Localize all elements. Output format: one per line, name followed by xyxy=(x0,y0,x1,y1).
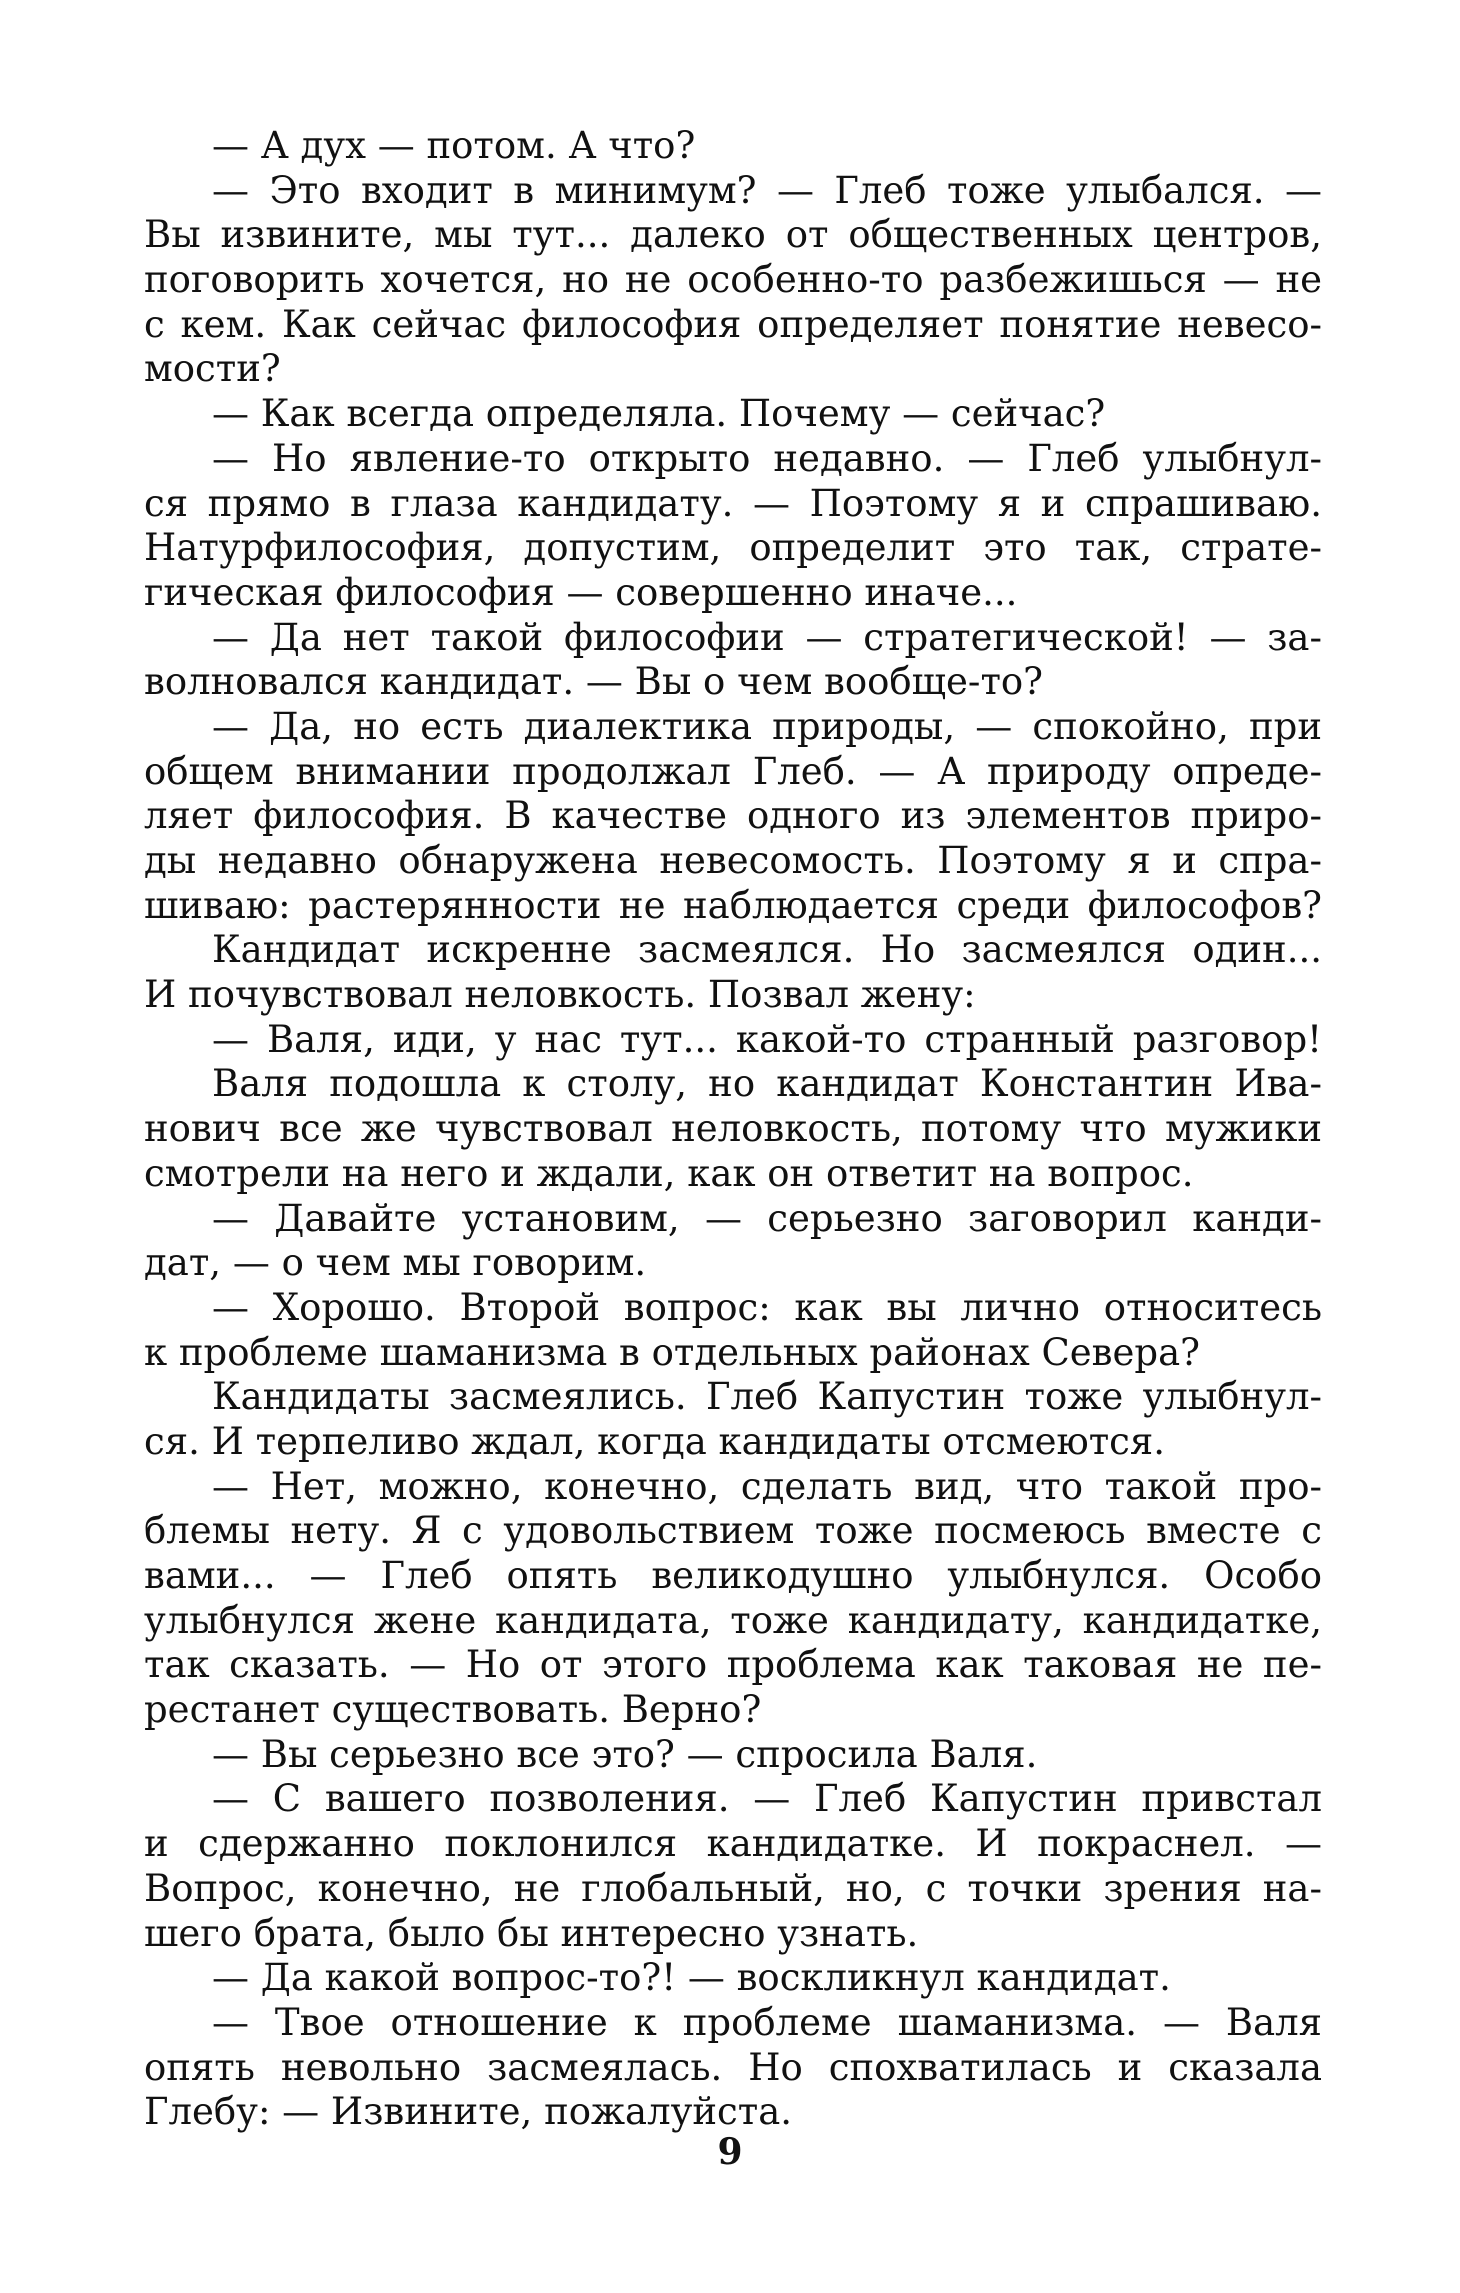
text-line: — Вы серьезно все это? — спросила Валя. xyxy=(212,1732,1038,1776)
text-line: Кандидат искренне засмеялся. Но засмеялся один... xyxy=(212,928,1322,972)
text-line: к проблеме шаманизма в отдельных районах Севера? xyxy=(144,1330,1200,1374)
text-line: — Да нет такой философии — стратегической! — за- xyxy=(212,615,1322,659)
text-line: — Да, но есть диалектика природы, — спокойно, при xyxy=(212,704,1322,748)
text-line: дат, — о чем мы говорим. xyxy=(144,1241,647,1285)
text-line: блемы нету. Я с удовольствием тоже посмеюсь вместе с xyxy=(144,1509,1322,1553)
text-line: так сказать. — Но от этого проблема как таковая не пе- xyxy=(144,1643,1322,1687)
text-line: рестанет существовать. Верно? xyxy=(144,1688,762,1732)
text-line: — Это входит в минимум? — Глеб тоже улыбался. — xyxy=(212,168,1322,212)
text-line: с кем. Как сейчас философия определяет понятие невесо- xyxy=(144,302,1322,346)
text-line: шиваю: растерянности не наблюдается среди философов? xyxy=(144,883,1322,927)
text-line: Натурфилософия, допустим, определит это так, страте- xyxy=(144,526,1322,570)
text-line: И почувствовал неловкость. Позвал жену: xyxy=(144,973,976,1017)
text-line: вами... — Глеб опять великодушно улыбнулся. Особо xyxy=(144,1554,1322,1597)
text-line: Вы извините, мы тут... далеко от общественных центров, xyxy=(144,213,1322,257)
text-line: нович все же чувствовал неловкость, потому что мужики xyxy=(144,1107,1322,1151)
text-line: Кандидаты засмеялись. Глеб Капустин тоже улыбнул- xyxy=(212,1375,1322,1419)
text-line: — Валя, иди, у нас тут... какой-то странный разговор! xyxy=(212,1017,1322,1061)
text-line: — С вашего позволения. — Глеб Капустин привстал xyxy=(212,1777,1322,1821)
text-line: — А дух — потом. А что? xyxy=(212,124,696,167)
text-line: общем внимании продолжал Глеб. — А природу опреде- xyxy=(144,749,1322,793)
text-line: волновался кандидат. — Вы о чем вообще-то? xyxy=(144,660,1044,704)
text-line: ляет философия. В качестве одного из элементов приро- xyxy=(144,794,1322,838)
text-line: — Твое отношение к проблеме шаманизма. — Валя xyxy=(212,2000,1322,2044)
page-number: 9 xyxy=(717,2131,743,2173)
text-line: и сдержанно поклонился кандидатке. И покраснел. — xyxy=(144,1822,1322,1866)
text-line: — Как всегда определяла. Почему — сейчас? xyxy=(212,392,1106,436)
text-line: поговорить хочется, но не особенно-то разбежишься — не xyxy=(144,258,1322,302)
text-line: Валя подошла к столу, но кандидат Константин Ива- xyxy=(212,1062,1322,1106)
text-line: — Но явление-то открыто недавно. — Глеб улыбнул- xyxy=(212,436,1322,480)
text-line: — Да какой вопрос-то?! — воскликнул кандидат. xyxy=(212,1956,1171,2000)
text-line: шего брата, было бы интересно узнать. xyxy=(144,1911,919,1955)
text-line: — Хорошо. Второй вопрос: как вы лично относитесь xyxy=(212,1285,1322,1329)
text-line: Вопрос, конечно, не глобальный, но, с точки зрения на- xyxy=(144,1866,1322,1910)
text-line: ды недавно обнаружена невесомость. Поэтому я и спра- xyxy=(144,839,1322,882)
body-text xyxy=(144,124,1322,2135)
text-line: гическая философия — совершенно иначе... xyxy=(144,570,1018,614)
text-line: ся прямо в глаза кандидату. — Поэтому я и спрашиваю. xyxy=(144,481,1322,525)
text-line: — Давайте установим, — серьезно заговорил канди- xyxy=(212,1196,1322,1240)
text-line: смотрели на него и ждали, как он ответит на вопрос. xyxy=(144,1151,1194,1195)
text-line: опять невольно засмеялась. Но спохватилась и сказала xyxy=(144,2045,1322,2089)
text-line: улыбнулся жене кандидата, тоже кандидату, кандидатке, xyxy=(144,1598,1322,1642)
text-line: — Нет, можно, конечно, сделать вид, что такой про- xyxy=(212,1464,1322,1508)
text-line: Глебу: — Извините, пожалуйста. xyxy=(144,2090,793,2134)
text-line: ся. И терпеливо ждал, когда кандидаты отсмеются. xyxy=(144,1419,1166,1463)
text-line: мости? xyxy=(144,347,281,391)
